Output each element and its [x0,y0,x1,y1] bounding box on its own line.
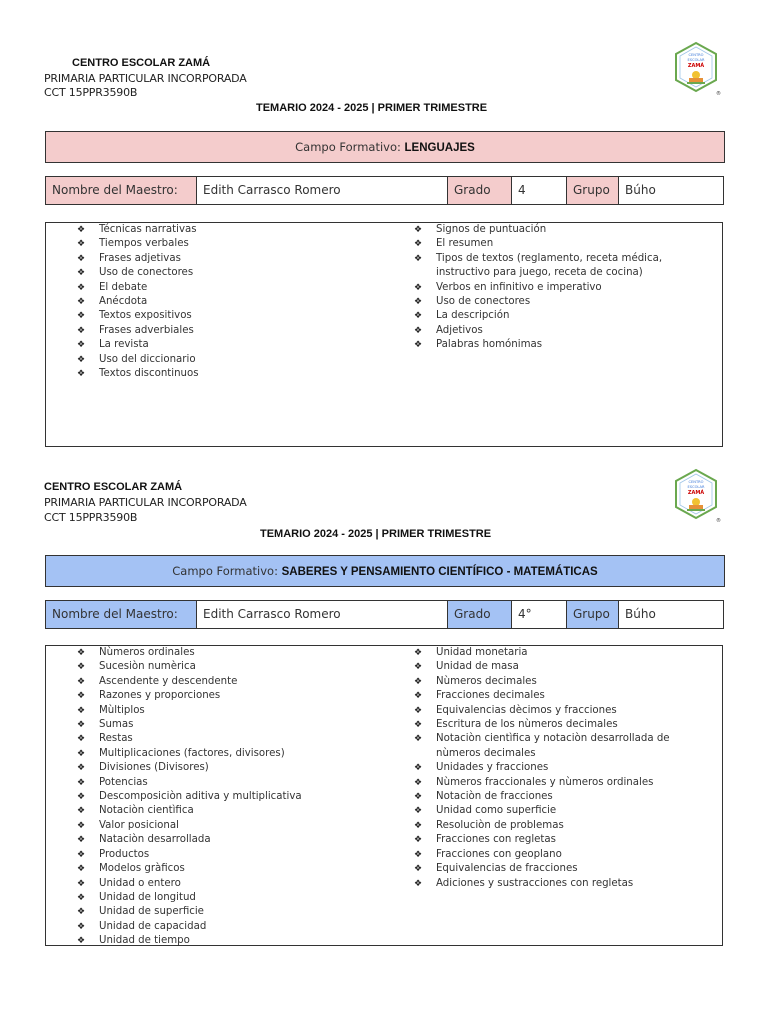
diamond-bullet-icon: ❖ [414,763,423,774]
diamond-bullet-icon: ❖ [414,705,423,716]
topic-label: Sumas [99,719,134,731]
topic-item [46,804,302,818]
svg-text:ZAMÁ: ZAMÁ [687,490,705,496]
topic-label: Modelos gràficos [99,863,185,875]
topic-label: Descomposiciòn aditiva y multiplicativa [99,791,302,803]
campo-name: LENGUAJES [404,142,475,154]
campo-prefix: Campo Formativo: [172,564,282,578]
diamond-bullet-icon: ❖ [77,734,86,745]
topic-item [46,920,302,934]
topic-label: Restas [99,733,133,745]
topics-box [45,645,723,946]
campo-formativo-banner [45,555,725,587]
topic-label: Unidad de masa [436,661,519,673]
svg-text:ZAMÁ: ZAMÁ [687,63,705,69]
topic-item [383,862,670,876]
topic-item [46,718,302,732]
temario-title: TEMARIO 2024 - 2025 | PRIMER TRIMESTRE [256,102,488,114]
topic-label: El debate [99,281,148,293]
topics-right-column [383,646,670,891]
school-cct: CCT 15PPR3590B [44,511,138,524]
topic-item [46,819,302,833]
topic-item [46,646,302,660]
diamond-bullet-icon: ❖ [414,340,423,351]
topic-item [46,848,302,862]
maestro-label: Nombre del Maestro: [46,601,197,628]
diamond-bullet-icon: ❖ [414,253,423,264]
svg-text:CENTRO: CENTRO [688,53,704,57]
topic-label: Frases adjetivas [99,252,181,264]
topic-item [383,833,670,847]
topic-item [383,804,670,818]
topic-label: Equivalencias de fracciones [436,863,578,875]
diamond-bullet-icon: ❖ [77,253,86,264]
topic-label: Nùmeros ordinales [99,647,195,658]
topic-label: Nùmeros decimales [436,675,537,687]
topic-item [383,790,670,804]
topic-item [46,704,302,718]
topic-label: Uso del diccionario [99,353,196,365]
diamond-bullet-icon: ❖ [77,297,86,308]
diamond-bullet-icon: ❖ [77,849,86,860]
diamond-bullet-icon: ❖ [77,325,86,336]
topic-label: nùmeros decimales [436,747,536,759]
diamond-bullet-icon: ❖ [414,282,423,293]
school-logo-icon [670,467,722,525]
topic-label: Unidad o entero [99,877,181,889]
diamond-bullet-icon: ❖ [77,907,86,918]
diamond-bullet-icon: ❖ [77,691,86,702]
topic-label: Divisiones (Divisores) [99,762,209,774]
topic-label: Fracciones con geoplano [436,848,562,860]
topic-label: Notaciòn cientìfica [99,805,194,817]
diamond-bullet-icon: ❖ [77,792,86,803]
topic-label: Escritura de los nùmeros decimales [436,719,618,731]
topic-label: El resumen [436,238,494,250]
diamond-bullet-icon: ❖ [414,806,423,817]
school-logo [670,467,722,525]
grado-value: 4 [512,177,567,204]
svg-text:ESCOLAR: ESCOLAR [687,485,705,489]
diamond-bullet-icon: ❖ [77,354,86,365]
topic-label: Anécdota [99,296,148,308]
topic-item [383,689,670,703]
topic-item [46,862,302,876]
diamond-bullet-icon: ❖ [77,648,86,658]
diamond-bullet-icon: ❖ [414,835,423,846]
topic-label: Unidad de tiempo [99,935,190,947]
diamond-bullet-icon: ❖ [414,720,423,731]
topic-label: Uso de conectores [436,296,531,308]
diamond-bullet-icon: ❖ [414,734,423,745]
topic-label: Adjetivos [436,324,483,336]
school-subtitle: PRIMARIA PARTICULAR INCORPORADA [44,72,247,85]
diamond-bullet-icon: ❖ [77,268,86,279]
diamond-bullet-icon: ❖ [77,225,86,235]
topic-item [46,689,302,703]
diamond-bullet-icon: ❖ [414,648,423,658]
topic-label: Técnicas narrativas [99,224,197,235]
topic-item [383,776,670,790]
maestro-value: Edith Carrasco Romero [197,601,448,628]
school-cct: CCT 15PPR3590B [44,86,138,99]
topics-left-column [46,646,302,949]
topic-item [46,660,302,674]
topic-item [46,833,302,847]
diamond-bullet-icon: ❖ [77,878,86,889]
topic-label: instructivo para juego, receta de cocina) [436,267,643,279]
grupo-value: Búho [625,183,656,197]
topic-label: Verbos en infinitivo e imperativo [436,281,602,293]
diamond-bullet-icon: ❖ [414,297,423,308]
topic-label: Unidades y fracciones [436,762,549,774]
diamond-bullet-icon: ❖ [414,878,423,889]
diamond-bullet-icon: ❖ [77,662,86,673]
diamond-bullet-icon: ❖ [77,763,86,774]
topic-label: Equivalencias dècimos y fracciones [436,704,617,716]
diamond-bullet-icon: ❖ [414,820,423,831]
diamond-bullet-icon: ❖ [77,936,86,947]
diamond-bullet-icon: ❖ [414,325,423,336]
diamond-bullet-icon: ❖ [77,835,86,846]
grado-label: Grado [448,177,512,204]
topic-item [46,776,302,790]
diamond-bullet-icon: ❖ [77,311,86,322]
topic-label: Uso de conectores [99,267,194,279]
topic-label: Unidad de longitud [99,891,196,903]
topic-item [46,675,302,689]
diamond-bullet-icon: ❖ [414,849,423,860]
topic-label: Unidad de capacidad [99,920,207,932]
topic-label: Resoluciòn de problemas [436,819,564,831]
topic-item [46,891,302,905]
campo-prefix: Campo Formativo: [295,140,405,154]
topic-label: Adiciones y sustracciones con regletas [436,877,634,889]
topic-label: Notaciòn de fracciones [436,791,553,803]
diamond-bullet-icon: ❖ [414,676,423,687]
topic-item [46,761,302,775]
topic-label: Multiplicaciones (factores, divisores) [99,747,285,759]
topic-label: Notaciòn cientìfica y notaciòn desarrollada de [436,733,670,745]
grado-label: Grado [448,601,512,628]
diamond-bullet-icon: ❖ [414,691,423,702]
grupo-label: Grupo [567,177,619,204]
topic-label: Nùmeros fraccionales y nùmeros ordinales [436,776,654,788]
diamond-bullet-icon: ❖ [77,720,86,731]
diamond-bullet-icon: ❖ [77,820,86,831]
grupo-value: Búho [625,607,656,621]
diamond-bullet-icon: ❖ [414,864,423,875]
topic-label: Ascendente y descendente [99,675,238,687]
topic-item [383,660,670,674]
diamond-bullet-icon: ❖ [77,864,86,875]
diamond-bullet-icon: ❖ [77,239,86,250]
diamond-bullet-icon: ❖ [77,806,86,817]
grupo-label: Grupo [567,601,619,628]
diamond-bullet-icon: ❖ [77,676,86,687]
topic-item [383,675,670,689]
topic-item [46,790,302,804]
topic-item [46,877,302,891]
topic-label: Mùltiplos [99,704,145,716]
diamond-bullet-icon: ❖ [414,239,423,250]
diamond-bullet-icon: ❖ [77,892,86,903]
topic-item [46,905,302,919]
topic-item [383,747,670,761]
diamond-bullet-icon: ❖ [414,225,423,235]
diamond-bullet-icon: ❖ [414,662,423,673]
topic-label: Potencias [99,776,148,788]
topic-item [383,877,670,891]
svg-text:®: ® [716,518,721,524]
diamond-bullet-icon: ❖ [77,282,86,293]
topic-label: Textos discontinuos [99,368,199,380]
topic-label: Unidad como superficie [436,805,557,817]
temario-title: TEMARIO 2024 - 2025 | PRIMER TRIMESTRE [260,528,492,540]
topic-label: Nataciòn desarrollada [99,834,211,846]
topic-label: Textos expositivos [99,310,192,322]
diamond-bullet-icon: ❖ [414,777,423,788]
topic-label: Razones y proporciones [99,690,221,702]
topic-item [46,747,302,761]
maestro-label: Nombre del Maestro: [46,177,197,204]
diamond-bullet-icon: ❖ [77,777,86,788]
topic-label: Unidad monetaria [436,647,528,658]
teacher-info-row [45,600,724,629]
diamond-bullet-icon: ❖ [77,921,86,932]
school-name: CENTRO ESCOLAR ZAMÁ [72,57,211,69]
topic-item [383,819,670,833]
diamond-bullet-icon: ❖ [77,369,86,380]
topic-label: Signos de puntuación [436,224,547,235]
topic-label: Palabras homónimas [436,339,543,351]
topic-label: Productos [99,848,150,860]
topic-item [46,732,302,746]
diamond-bullet-icon: ❖ [414,792,423,803]
topic-label: Valor posicional [99,819,179,831]
topic-label: Fracciones decimales [436,690,545,702]
topic-label: Unidad de superficie [99,906,204,918]
diamond-bullet-icon: ❖ [77,705,86,716]
svg-text:®: ® [716,91,721,97]
topic-item [383,718,670,732]
svg-text:ESCOLAR: ESCOLAR [687,58,705,62]
school-name: CENTRO ESCOLAR ZAMÁ [44,481,183,493]
campo-name: SABERES Y PENSAMIENTO CIENTÍFICO - MATEMÁTICAS [281,566,598,578]
topic-label: Fracciones con regletas [436,834,556,846]
topic-label: Sucesiòn numèrica [99,661,196,673]
topic-label: La revista [99,339,149,351]
topic-item [383,732,670,746]
topic-item [383,704,670,718]
svg-text:CENTRO: CENTRO [688,480,704,484]
topic-label: Frases adverbiales [99,324,194,336]
topic-label: Tipos de textos (reglamento, receta médica, [436,252,663,264]
diamond-bullet-icon: ❖ [77,748,86,759]
topic-item [46,934,302,948]
topic-item [383,646,670,660]
topic-item [383,761,670,775]
grado-value: 4° [512,601,567,628]
maestro-value: Edith Carrasco Romero [197,177,448,204]
school-subtitle: PRIMARIA PARTICULAR INCORPORADA [44,496,247,509]
diamond-bullet-icon: ❖ [414,311,423,322]
topic-item [383,848,670,862]
topic-label: Tiempos verbales [99,238,189,250]
diamond-bullet-icon: ❖ [77,340,86,351]
topic-label: La descripción [436,310,510,322]
